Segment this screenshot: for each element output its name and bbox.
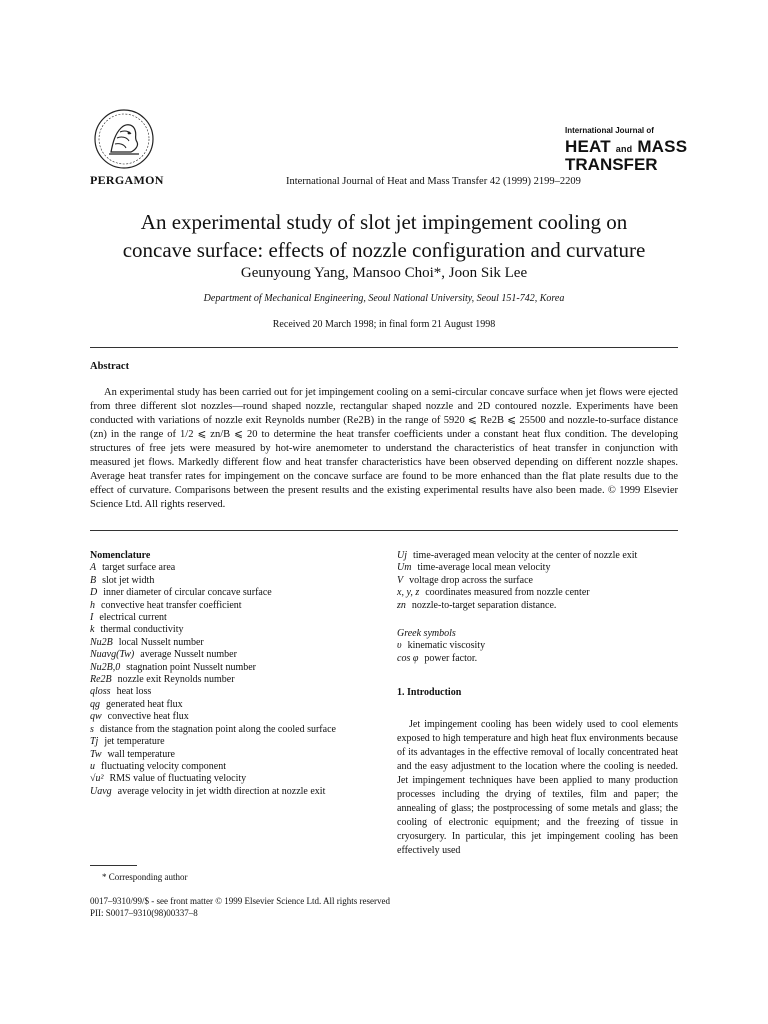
nomenclature-item [397, 600, 678, 612]
nomenclature-symbol: Nu2B [90, 636, 113, 648]
nomenclature-description: RMS value of fluctuating velocity [109, 773, 247, 785]
nomenclature-item [90, 724, 372, 736]
publisher-emblem-icon [93, 108, 155, 170]
left-column [90, 550, 372, 798]
paper-title-line2: concave surface: effects of nozzle configuration and curvature [122, 238, 646, 262]
nomenclature-description: voltage drop across the surface [409, 574, 533, 586]
nomenclature-symbol: Tj [90, 736, 99, 748]
nomenclature-item [90, 637, 372, 649]
greek-symbols-list [397, 640, 678, 665]
abstract-heading: Abstract [90, 361, 130, 372]
nomenclature-description: electrical current [99, 612, 167, 624]
authors: Geunyoung Yang, Mansoo Choi*, Joon Sik Lee [240, 265, 528, 281]
nomenclature-description: thermal conductivity [100, 624, 184, 636]
nomenclature-item [90, 711, 372, 723]
received-dates: Received 20 March 1998; in final form 21 August 1998 [272, 319, 496, 330]
nomenclature-description: fluctuating velocity component [101, 760, 226, 772]
nomenclature-description: nozzle-to-target separation distance. [411, 599, 557, 611]
right-column [397, 550, 678, 858]
nomenclature-symbol: √u² [90, 773, 104, 785]
nomenclature-item [90, 736, 372, 748]
nomenclature-description: nozzle exit Reynolds number [117, 674, 235, 686]
nomenclature-symbol: x, y, z [397, 587, 420, 599]
nomenclature-description: target surface area [102, 562, 176, 574]
abstract-body: An experimental study has been carried out for jet impingement cooling on a semi-circular concave surface when jet flows were ejected from three different slot nozzles—round shaped nozzle, rectangular shaped nozzle and 2D contoured nozzle. Experiments have been conducted with variations of nozzle exit Reynolds number (Re2B) in the range of 5920 ⩽ Re2B ⩽ 25500 and nozzle-to-surface distance (zn) in the range of 1/2 ⩽ zn/B ⩽ 20 to determine the heat transfer coefficients under a constant heat flux condition. The developing structures of free jets were measured by hot-wire anemometer to understand the characteristics of heat transfer in conjunction with measured jet flows. Markedly different flow and heat transfer characteristics have been observed depending on different nozzle shapes. Average heat transfer rates for impingement on the concave surface are found to be more enhanced than the flat plate results due to the effect of curvature. Comparisons between the present results and the existing experimental results have also been made. © 1999 Elsevier Science Ltd. All rights reserved. [90, 387, 678, 510]
nomenclature-symbol: D [90, 587, 98, 599]
nomenclature-item [90, 786, 372, 798]
nomenclature-symbol: V [397, 574, 404, 586]
nomenclature-item [90, 686, 372, 698]
introduction-body: Jet impingement cooling has been widely used to cool elements exposed to high temperature and high heat flux environments because of its advantages in the effective removal of locally concentrated heat and the easy adjustment to the location where the cooling is needed. Jet impingement techniques have been applied to many production processes including the drying of textiles, film and paper; the annealing of glass; the postprocessing of some metals and glass; the cooling of electronic equipment; and the freezing of tissue in cryosurgery. In particular, this jet impingement cooling has been effectively used [397, 718, 678, 856]
journal-citation: International Journal of Heat and Mass Transfer 42 (1999) 2199–2209 [286, 176, 581, 187]
footnote: * Corresponding author [102, 872, 188, 882]
divider-top [90, 347, 678, 348]
nomenclature-symbol: h [90, 599, 95, 611]
nomenclature-symbol: u [90, 760, 95, 772]
nomenclature-description: slot jet width [102, 574, 155, 586]
nomenclature-item [90, 587, 372, 599]
journal-logo-mass: MASS [637, 137, 688, 156]
nomenclature-item [397, 640, 678, 652]
nomenclature-item [90, 575, 372, 587]
nomenclature-symbol: Um [397, 562, 412, 574]
nomenclature-symbol: Nuavg(Tw) [90, 649, 135, 661]
nomenclature-description: distance from the stagnation point along the cooled surface [99, 723, 336, 735]
nomenclature-symbol: qloss [90, 686, 111, 698]
nomenclature-description: power factor. [424, 652, 478, 664]
nomenclature-item [397, 653, 678, 665]
nomenclature-symbol: qg [90, 698, 100, 710]
nomenclature-item [90, 773, 372, 785]
nomenclature-item [397, 550, 678, 562]
nomenclature-item [397, 587, 678, 599]
divider-abstract [90, 530, 678, 531]
nomenclature-item [397, 562, 678, 574]
nomenclature-symbol: Tw [90, 748, 102, 760]
nomenclature-description: time-average local mean velocity [417, 562, 551, 574]
nomenclature-description: wall temperature [107, 748, 175, 760]
nomenclature-item [90, 761, 372, 773]
nomenclature-symbol: qw [90, 711, 102, 723]
nomenclature-symbol: Nu2B,0 [90, 661, 121, 673]
nomenclature-symbol: zn [397, 599, 406, 611]
nomenclature-symbol: cos φ [397, 652, 419, 664]
nomenclature-description: jet temperature [104, 736, 165, 748]
nomenclature-description: generated heat flux [106, 698, 183, 710]
footer-pii: PII: S0017–9310(98)00337–8 [90, 908, 198, 918]
nomenclature-list-continued [397, 550, 678, 612]
nomenclature-description: convective heat flux [107, 711, 189, 723]
nomenclature-description: local Nusselt number [118, 636, 204, 648]
nomenclature-item [90, 600, 372, 612]
nomenclature-symbol: B [90, 574, 97, 586]
journal-logo-transfer: TRANSFER [565, 155, 658, 174]
publisher-name: PERGAMON [90, 173, 164, 187]
nomenclature-heading: Nomenclature [90, 550, 151, 561]
nomenclature-symbol: k [90, 624, 95, 636]
nomenclature-symbol: A [90, 562, 97, 574]
nomenclature-list [90, 562, 372, 798]
paper-title [90, 208, 678, 264]
nomenclature-symbol: Uj [397, 550, 407, 561]
greek-symbols-heading: Greek symbols [397, 628, 456, 640]
nomenclature-item [90, 649, 372, 661]
affiliation: Department of Mechanical Engineering, Seoul National University, Seoul 151-742, Korea [203, 293, 565, 304]
nomenclature-item [90, 562, 372, 574]
nomenclature-item [90, 624, 372, 636]
nomenclature-symbol: s [90, 723, 94, 735]
nomenclature-description: heat loss [116, 686, 152, 698]
nomenclature-item [397, 575, 678, 587]
nomenclature-symbol: υ [397, 640, 402, 652]
nomenclature-description: average velocity in jet width direction at nozzle exit [117, 785, 326, 797]
nomenclature-description: time-averaged mean velocity at the center of nozzle exit [413, 550, 638, 561]
nomenclature-description: inner diameter of circular concave surface [103, 587, 272, 599]
nomenclature-symbol: Re2B [90, 674, 112, 686]
journal-logo-heat: HEAT [565, 137, 611, 156]
nomenclature-item [90, 749, 372, 761]
introduction-heading: 1. Introduction [397, 687, 462, 699]
footer [90, 895, 390, 919]
nomenclature-description: coordinates measured from nozzle center [425, 587, 590, 599]
journal-logo-and: and [615, 144, 633, 154]
nomenclature-symbol: I [90, 612, 94, 624]
footnote-rule [90, 865, 137, 866]
nomenclature-description: kinematic viscosity [407, 640, 486, 652]
nomenclature-symbol: Uavg [90, 785, 112, 797]
journal-logo [565, 127, 687, 173]
paper-title-line1: An experimental study of slot jet impingement cooling on [140, 210, 628, 234]
nomenclature-item [90, 612, 372, 624]
nomenclature-item [90, 674, 372, 686]
nomenclature-item [90, 699, 372, 711]
footer-copyright: 0017–9310/99/$ - see front matter © 1999 Elsevier Science Ltd. All rights reserved [90, 896, 391, 906]
journal-logo-line1: International Journal of [565, 126, 654, 135]
nomenclature-description: average Nusselt number [140, 649, 237, 661]
nomenclature-description: stagnation point Nusselt number [126, 661, 256, 673]
nomenclature-description: convective heat transfer coefficient [101, 599, 242, 611]
nomenclature-item [90, 662, 372, 674]
